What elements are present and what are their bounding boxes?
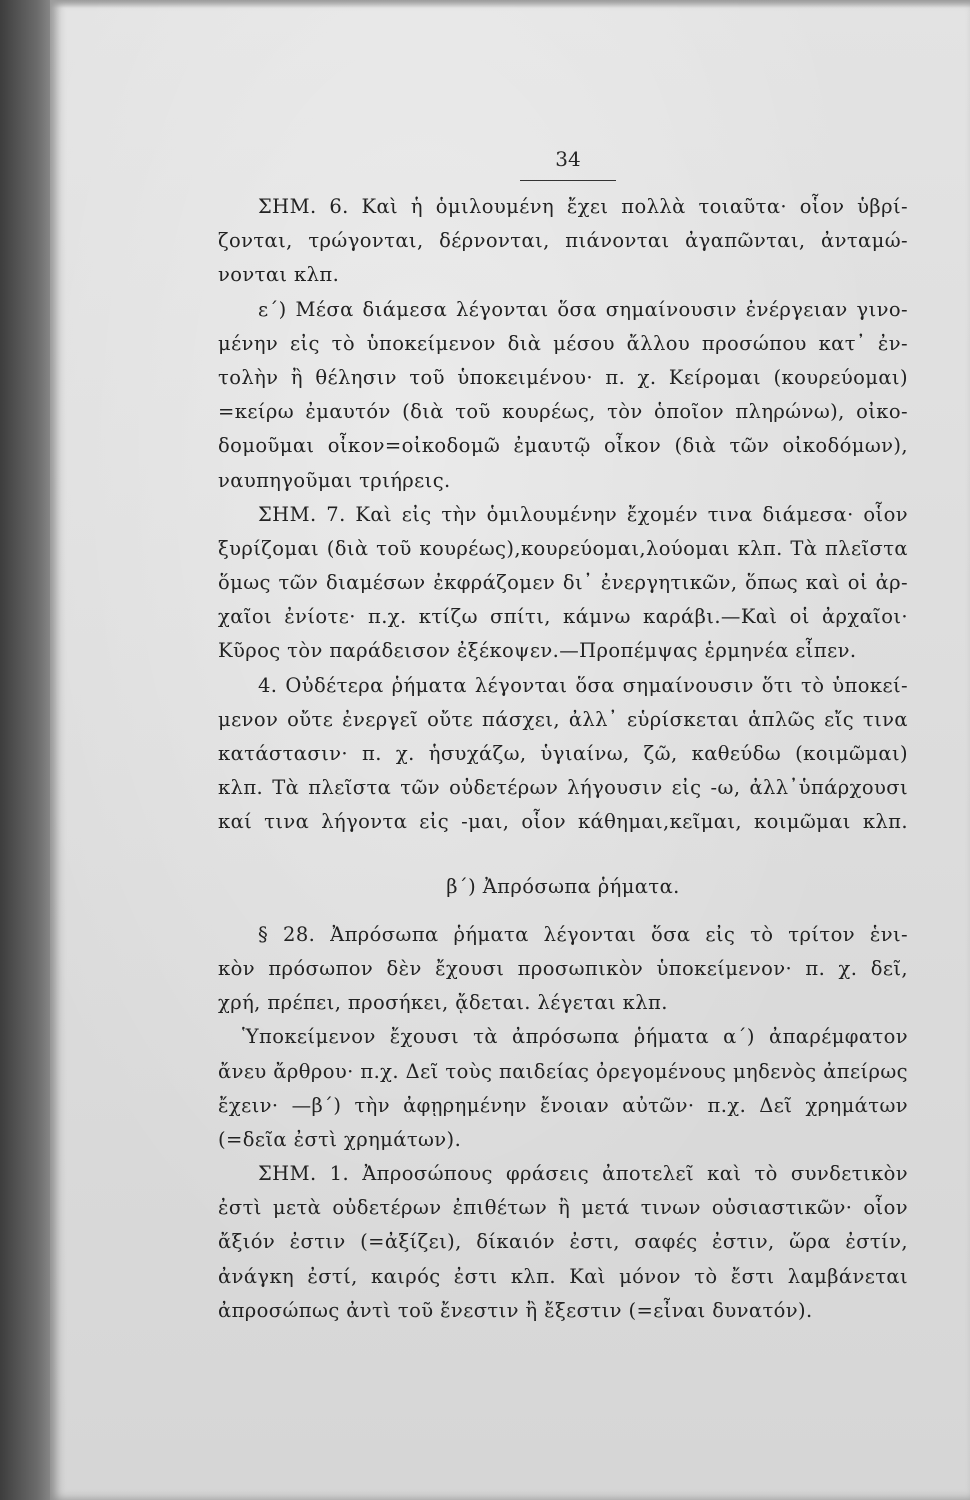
page-top-shadow xyxy=(50,0,970,8)
text-line: τολὴν ἢ θέλησιν τοῦ ὑποκειμένου· π. χ. Κείρομαι (κουρεύομαι) xyxy=(218,365,908,389)
text-line: ΣΗΜ. 7. Καὶ εἰς τὴν ὁμιλουμένην ἔχομέν τινα διάμεσα· οἷον xyxy=(258,502,908,526)
text-line: μένην εἰς τὸ ὑποκείμενον διὰ μέσου ἄλλου προσώπου κατ᾽ ἐν- xyxy=(218,331,908,355)
text-line: κατάστασιν· π. χ. ἡσυχάζω, ὑγιαίνω, ζῶ, καθεύδω (κοιμῶμαι) xyxy=(218,742,908,765)
text-line: μενον οὔτε ἐνεργεῖ οὔτε πάσχει, ἀλλ᾽ εὑρίσκεται ἁπλῶς εἴς τινα xyxy=(218,707,908,731)
text-line: ΣΗΜ. 6. Καὶ ἡ ὁμιλουμένη ἔχει πολλὰ τοιαῦτα· οἷον ὑβρί- xyxy=(258,195,908,218)
text-line: Ὑποκείμενον ἔχουσι τὰ ἀπρόσωπα ῥήματα α΄) ἀπαρέμφατον xyxy=(242,1025,908,1049)
text-line: ξυρίζομαι (διὰ τοῦ κουρέως),κουρεύομαι,λούομαι κλπ. Τὰ πλεῖστα xyxy=(218,536,908,560)
text-line: ΣΗΜ. 1. Ἀπροσώπους φράσεις ἀποτελεῖ καὶ τὸ συνδετικὸν xyxy=(258,1162,908,1186)
page-body xyxy=(218,144,908,1328)
text-line: 4. Οὐδέτερα ῥήματα λέγονται ὅσα σημαίνουσιν ὅτι τὸ ὑποκεί- xyxy=(258,673,908,697)
text-line: χρή, πρέπει, προσήκει, ᾄδεται. λέγεται κλπ. xyxy=(218,991,668,1015)
text-line: νονται κλπ. xyxy=(218,263,340,287)
text-line: ἔχειν· —β΄) τὴν ἀφῃρημένην ἔνοιαν αὐτῶν· π.χ. Δεῖ χρημάτων xyxy=(218,1093,908,1117)
text-line: δομοῦμαι οἶκον=οἰκοδομῶ ἐμαυτῷ οἶκον (διὰ τῶν οἰκοδόμων), xyxy=(218,434,908,458)
text-line: ἐστὶ μετὰ οὐδετέρων ἐπιθέτων ἢ μετά τινων οὐσιαστικῶν· οἷον xyxy=(218,1196,908,1220)
section-heading: β΄) Ἀπρόσωπα ῥήματα. xyxy=(446,874,680,898)
text-line: ἀπροσώπως ἀντὶ τοῦ ἔνεστιν ἢ ἔξεστιν (=εἶναι δυνατόν). xyxy=(218,1298,813,1322)
text-line: ἄνευ ἄρθρου· π.χ. Δεῖ τοὺς παιδείας ὀρεγομένους μηδενὸς ἀπείρως xyxy=(218,1059,908,1083)
text-line: ὅμως τῶν διαμέσων ἐκφράζομεν δι᾽ ἐνεργητικῶν, ὅπως καὶ οἱ ἀρ- xyxy=(218,571,908,595)
text-line: καί τινα λήγοντα εἰς -μαι, οἷον κάθημαι,κεῖμαι, κοιμῶμαι κλπ. xyxy=(218,810,908,834)
text-line: ναυπηγοῦμαι τριήρεις. xyxy=(218,468,451,492)
text-line: Κῦρος τὸν παράδεισον ἐξέκοψεν.—Προπέμψας ἑρμηνέα εἶπεν. xyxy=(218,639,857,663)
text-line: ζονται, τρώγονται, δέρνονται, πιάνονται ἀγαπῶνται, ἀνταμώ- xyxy=(218,229,908,253)
text-line: κὸν πρόσωπον δὲν ἔχουσι προσωπικὸν ὑποκείμενον· π. χ. δεῖ, xyxy=(218,956,908,980)
section-paragraph-start: § 28. Ἀπρόσωπα ῥήματα λέγονται ὅσα εἰς τὸ τρίτον ἑνι- xyxy=(258,922,908,946)
page-number: 34 xyxy=(520,144,616,181)
text-line: =κείρω ἐμαυτόν (διὰ τοῦ κουρέως, τὸν ὁποῖον πληρώνω), οἰκο- xyxy=(218,400,908,424)
text-line: χαῖοι ἐνίοτε· π.χ. κτίζω σπίτι, κάμνω καράβι.—Καὶ οἱ ἀρχαῖοι· xyxy=(218,605,908,629)
text-line: ε΄) Μέσα διάμεσα λέγονται ὅσα σημαίνουσιν ἐνέργειαν γινο- xyxy=(258,297,908,321)
text-line: (=δεῖα ἐστὶ χρημάτων). xyxy=(218,1127,462,1151)
text-line: κλπ. Τὰ πλεῖστα τῶν οὐδετέρων λήγουσιν εἰς -ω, ἀλλ᾽ὑπάρχουσι xyxy=(218,776,908,800)
text-line: ἄξιόν ἐστιν (=ἀξίζει), δίκαιόν ἐστι, σαφές ἐστιν, ὥρα ἐστίν, xyxy=(218,1230,908,1254)
scan-left-edge xyxy=(0,0,52,1500)
text-line: ἀνάγκη ἐστί, καιρός ἐστι κλπ. Καὶ μόνον τὸ ἔστι λαμβάνεται xyxy=(218,1264,908,1288)
